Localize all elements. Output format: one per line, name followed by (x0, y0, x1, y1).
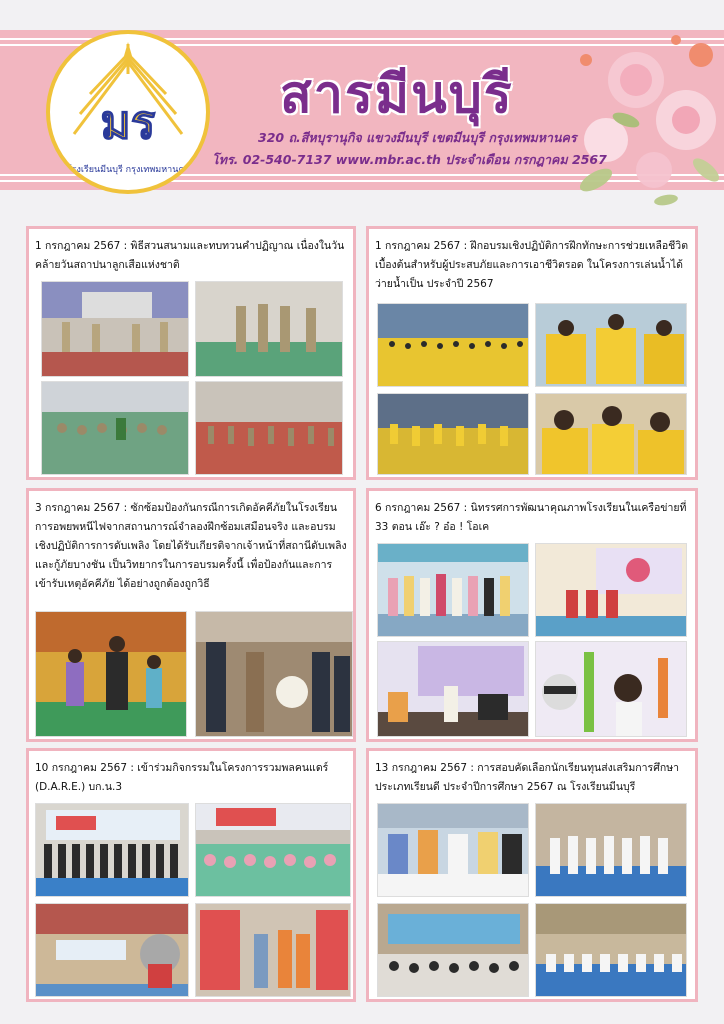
school-address: 320 ถ.สีหบุรานุกิจ แขวงมีนบุรี เขตมีนบุรี กรุงเทพมหานคร (258, 130, 577, 145)
photo-exhibition-stage (535, 543, 687, 637)
news-panel-scholarship-exam (366, 748, 698, 1002)
photo-fire-extinguisher-training (195, 611, 353, 737)
panel-caption: 3 กรกฎาคม 2567 : ซักซ้อมป้องกันกรณีการเกิดอัคคีภัยในโรงเรียน การอพยพหนีไฟจากสถานการณ์จำลองฝึกซ้อมเสมือนจริง และอบรมเชิงปฏิบัติการการดับเพลิง โดยได้รับเกียรติจากเจ้าหน้าที่สถานีดับเพลิงและกู้ภัยบางชัน เป็นวิทยากรในการอบรมครั้งนี้ เพื่อป้องกันและการเข้ารับเหตุอัคคีภัย ได้อย่างถูกต้องถูกวิธี (35, 502, 347, 590)
panel-caption: 10 กรกฎาคม 2567 : เข้าร่วมกิจกรรมในโครงการรวมพลคนแดร์ (D.A.R.E.) บก.น.3 (35, 762, 329, 793)
news-panel-lifesaving-training (366, 226, 698, 480)
photo-students-queue (535, 803, 687, 897)
photo-exhibition-booth (377, 641, 529, 737)
photo-group-exercise (377, 393, 529, 475)
panel-caption: 1 กรกฎาคม 2567 : พิธีสวนสนามและทบทวนคำปฏิญาณ เนื่องในวันคล้ายวันสถาปนาลูกเสือแห่งชาติ (35, 240, 345, 271)
flower-decoration (566, 20, 724, 210)
photo-scout-lineup (195, 281, 343, 377)
news-panel-fire-drill (26, 488, 356, 742)
photo-evacuation-drill (35, 611, 187, 737)
panel-caption: 1 กรกฎาคม 2567 : ฝึกอบรมเชิงปฏิบัติการฝึกทักษะการช่วยเหลือชีวิตเบื้องต้นสำหรับผู้ประสบภัยและการเอาชีวิตรอด ในโครงการเล่นน้ำได้ว่ายน้ำเป็น ประจำปี 2567 (375, 240, 689, 290)
newsletter-title: สารมีนบุรี (280, 65, 514, 125)
news-panel-scout-ceremony (26, 226, 356, 480)
photo-exam-hall (377, 903, 529, 997)
photo-scout-parade-field (41, 381, 189, 475)
photo-scout-formation (195, 381, 343, 475)
photo-cpr-practice (535, 303, 687, 387)
contact-line: โทร. 02-540-7137 www.mbr.ac.th ประจำเดือน กรกฎาคม 2567 (212, 152, 607, 167)
photo-dare-audience (195, 803, 351, 897)
photo-students-seated-hall (377, 303, 529, 387)
panel-caption: 6 กรกฎาคม 2567 : นิทรรศการพัฒนาคุณภาพโรงเรียนในเครือข่ายที่ 33 ตอน เอ๊ะ ? อ๋อ ! โอเค (375, 502, 687, 533)
news-panel-dare-project (26, 748, 356, 1002)
logo-text: โรงเรียนมีนบุรี กรุงเทพมหานคร (66, 165, 190, 175)
photo-dare-mascot (35, 903, 189, 997)
photo-exam-registration (377, 803, 529, 897)
photo-scout-march (41, 281, 189, 377)
photo-students-seated-floor (535, 903, 687, 997)
photo-dare-exhibit (195, 903, 351, 997)
svg-text:มร: มร (100, 95, 156, 149)
panel-caption: 13 กรกฎาคม 2567 : การสอบคัดเลือกนักเรียนทุนส่งเสริมการศึกษาประเภทเรียนดี ประจำปีการศึกษา 2567 ณ โรงเรียนมีนบุรี (375, 762, 680, 793)
news-panel-exhibition (366, 488, 698, 742)
photo-science-experiment (535, 641, 687, 737)
photo-exhibition-group (377, 543, 529, 637)
photo-dare-officials (35, 803, 189, 897)
photo-students-smiling (535, 393, 687, 475)
school-logo (46, 30, 210, 194)
